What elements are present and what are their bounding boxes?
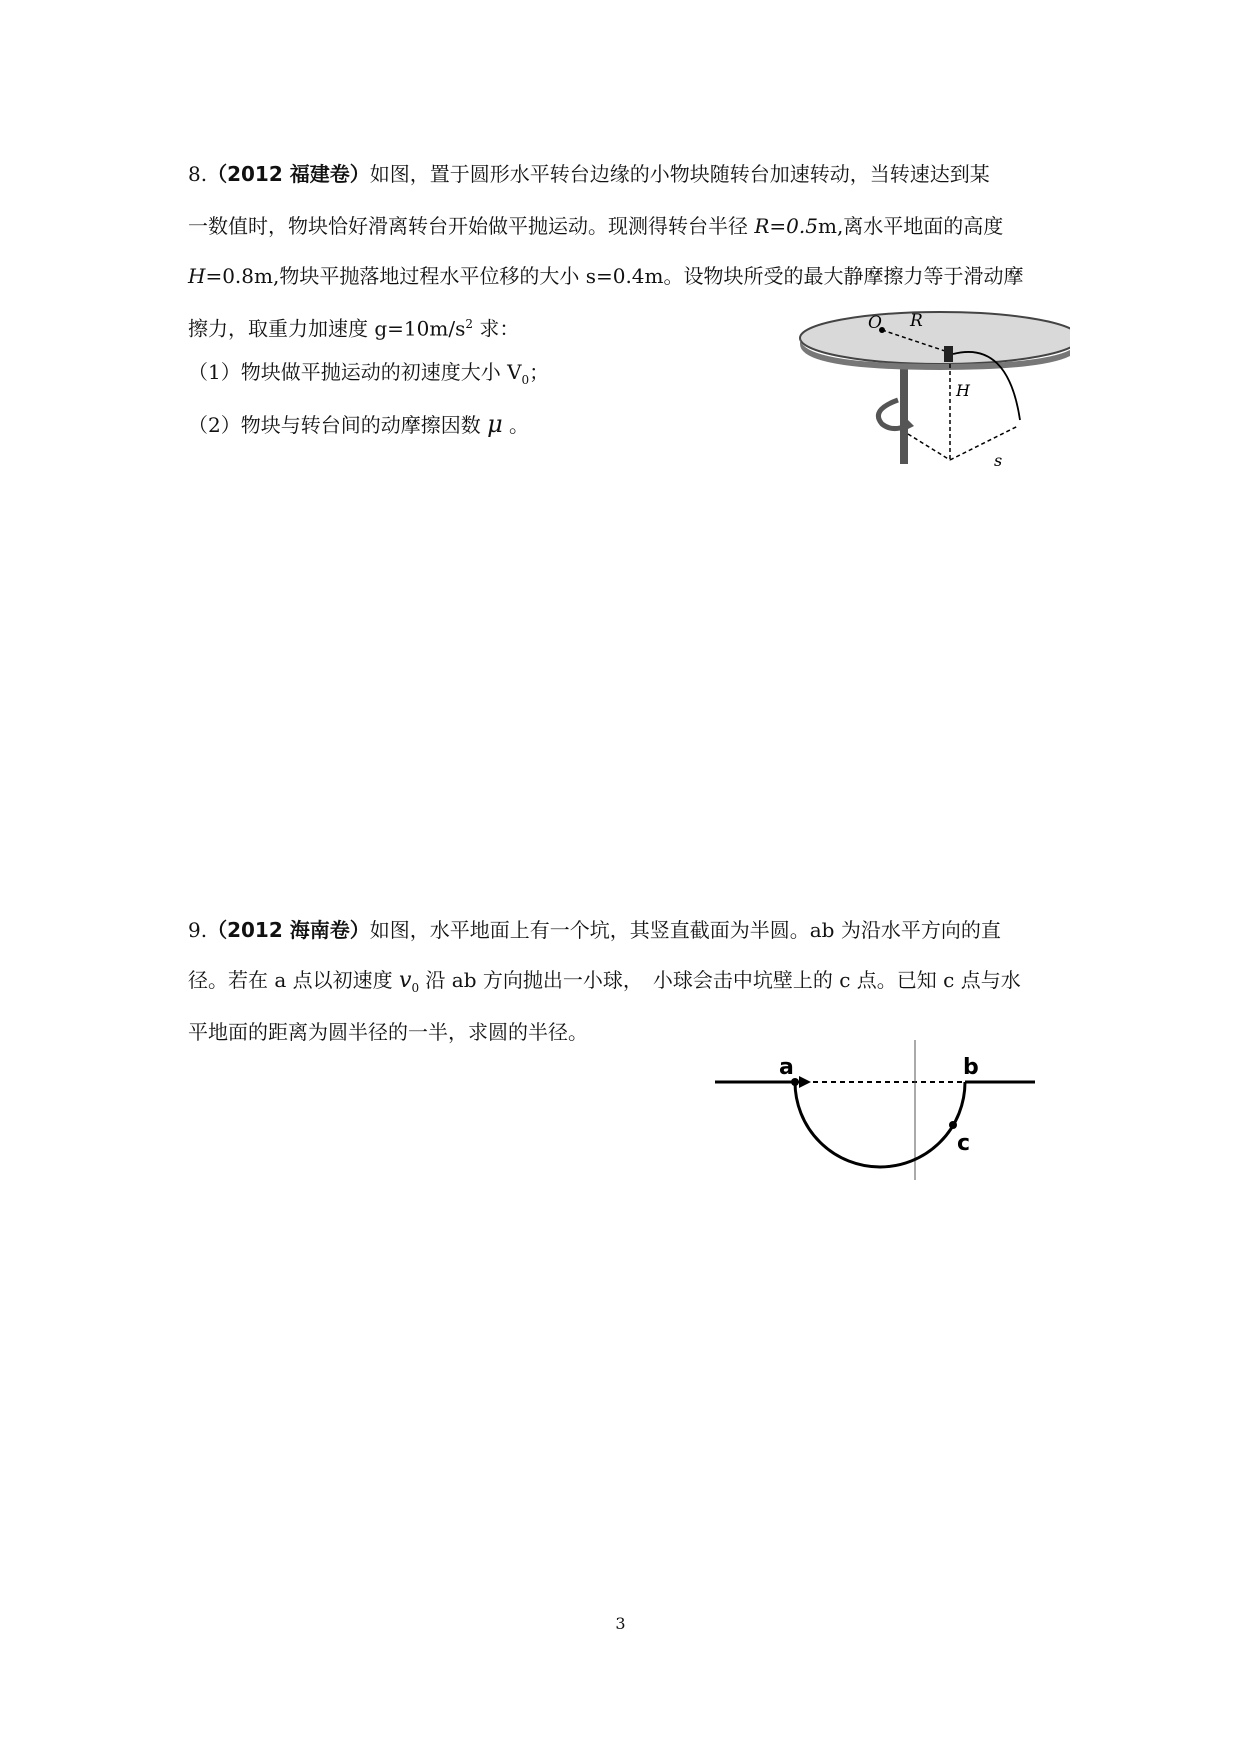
ground-line-1: [908, 434, 950, 460]
q8-line-3: [188, 262, 1024, 290]
semicircle-pit: [795, 1082, 965, 1167]
q8-part-2-end: 。: [502, 413, 530, 437]
q8-line-4: [188, 310, 519, 343]
label-c: c: [957, 1131, 971, 1156]
pit-figure: [705, 1040, 1045, 1190]
label-r: R: [910, 311, 923, 331]
q8-text-4b: 求：: [472, 316, 520, 341]
q8-height-symbol: H: [188, 264, 206, 288]
q8-mu: μ: [487, 410, 503, 438]
q9-text-2b: 沿 ab 方向抛出一小球， 小球会击中坑壁上的 c 点。已知 c 点与水: [419, 968, 1021, 992]
q8-sup: 2: [465, 317, 473, 331]
q9-text-2a: 径。若在 a 点以初速度: [188, 968, 399, 992]
q8-text-4: 擦力，取重力加速度 g=10m/s: [188, 316, 466, 341]
q8-part-1-sub: 0: [521, 373, 530, 387]
q8-part-1: [188, 358, 549, 394]
label-a: a: [779, 1055, 794, 1080]
launch-arrow: [799, 1076, 811, 1088]
q9-text-3: 平地面的距离为圆半径的一半，求圆的半径。: [188, 1020, 588, 1044]
q9-text-1: 如图，水平地面上有一个坑，其竖直截面为半圆。ab 为沿水平方向的直: [369, 918, 1001, 942]
q9-velocity-sub: 0: [411, 981, 420, 995]
q8-line-2: [188, 212, 1003, 240]
turntable-figure: [770, 300, 1070, 480]
q8-part-1-text: （1）物块做平抛运动的初速度大小 V: [188, 360, 522, 384]
q8-source: （2012 福建卷）: [207, 162, 370, 186]
q8-text-2: 一数值时，物块恰好滑离转台开始做平抛运动。现测得转台半径: [188, 214, 755, 238]
q9-line-2: [188, 966, 1021, 1002]
label-b: b: [963, 1055, 979, 1080]
q9-velocity-symbol: v: [399, 968, 412, 993]
point-c: [949, 1121, 957, 1129]
q8-text-3: =0.8m,物块平抛落地过程水平位移的大小 s=0.4m。设物块所受的最大静摩擦力等于滑动摩: [205, 264, 1024, 288]
q9-line-1: [188, 916, 1001, 944]
block: [944, 346, 953, 362]
label-s: s: [994, 451, 1003, 470]
q8-part-2-text: （2）物块与转台间的动摩擦因数: [188, 413, 488, 437]
q8-line-1: [188, 160, 990, 188]
q9-number: 9.: [188, 918, 208, 942]
page-number: 3: [615, 1614, 626, 1633]
turntable-disk: [800, 312, 1070, 364]
q8-text-1: 如图，置于圆形水平转台边缘的小物块随转台加速转动，当转速达到某: [369, 162, 990, 186]
q8-part-1-end: ；: [529, 360, 550, 384]
q8-radius: R=0.5: [754, 214, 818, 238]
q9-line-3: [188, 1018, 588, 1046]
q9-source: （2012 海南卷）: [207, 918, 370, 942]
label-o: O: [868, 313, 882, 333]
q8-text-2b: m,离水平地面的高度: [817, 214, 1004, 238]
ground-line-2: [950, 426, 1018, 460]
label-h: H: [956, 381, 970, 400]
q8-number: 8.: [188, 162, 208, 186]
q8-part-2: [188, 410, 529, 439]
